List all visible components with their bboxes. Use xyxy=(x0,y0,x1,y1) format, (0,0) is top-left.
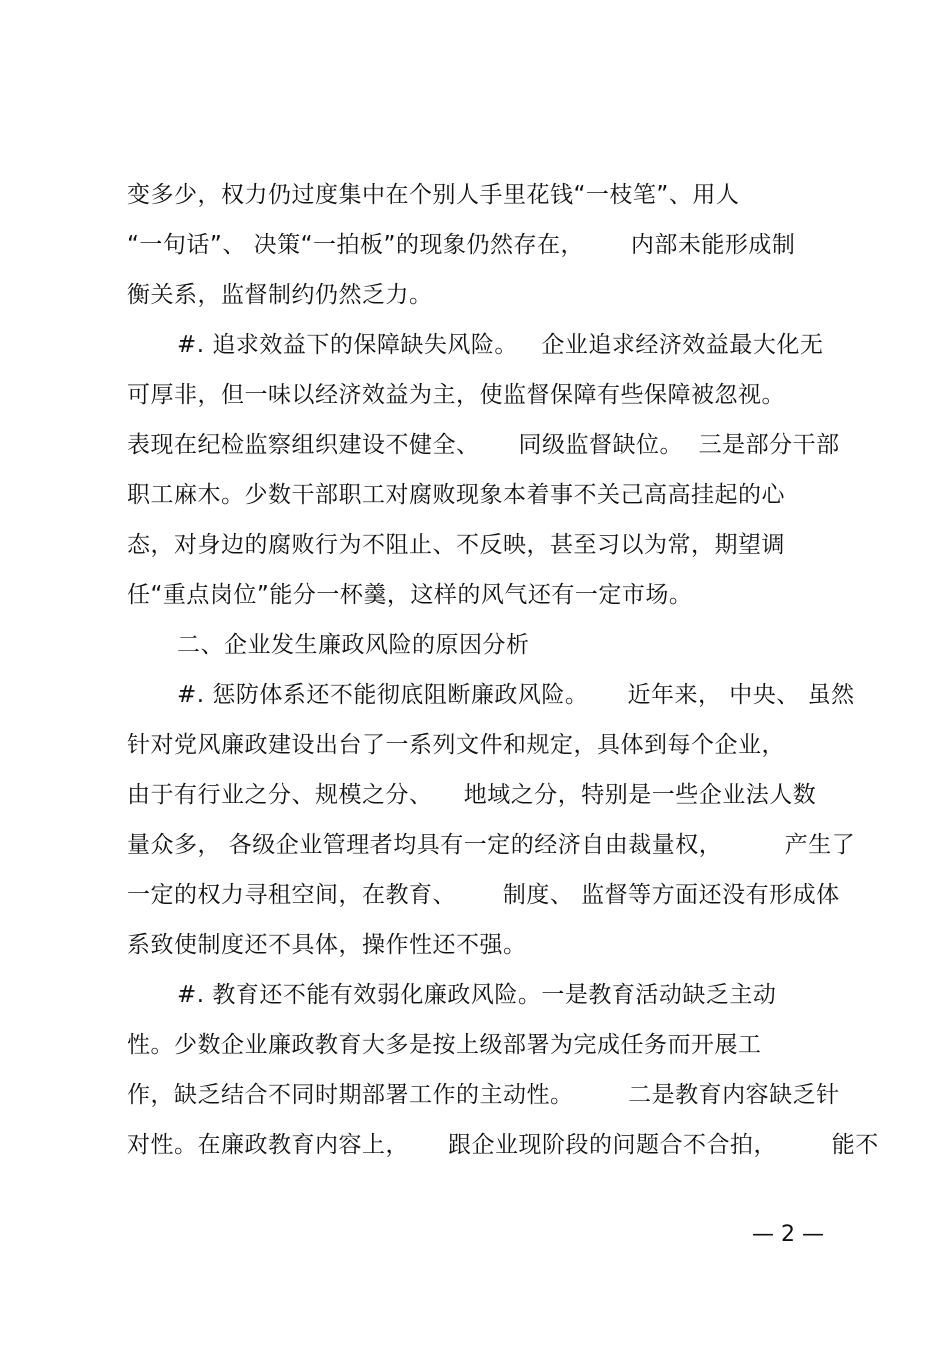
body-text-line: 可厚非，但一味以经济效益为主，使监督保障有些保障被忽视。 xyxy=(127,382,785,408)
body-text-line: 针对党风廉政建设出台了一系列文件和规定，具体到每个企业， xyxy=(127,732,785,758)
body-text-line: 变多少，权力仍过度集中在个别人手里花钱“一枝笔”、用人 xyxy=(127,182,740,208)
body-text-line: 任“重点岗位”能分一杯羹，这样的风气还有一定市场。 xyxy=(127,582,693,608)
body-text-line: 作，缺乏结合不同时期部署工作的主动性。 二是教育内容缺乏针 xyxy=(127,1082,840,1108)
body-text-line: #. 惩防体系还不能彻底阻断廉政风险。 近年来， 中央、 虽然 xyxy=(177,682,855,708)
body-text-line: 态，对身边的腐败行为不阻止、不反映，甚至习以为常，期望调 xyxy=(127,532,785,558)
body-text-line: 衡关系，监督制约仍然乏力。 xyxy=(127,282,433,308)
body-text-line: 对性。在廉政教育内容上， 跟企业现阶段的问题合不合拍， 能不 xyxy=(127,1132,879,1158)
body-text-line: 量众多， 各级企业管理者均具有一定的经济自由裁量权， 产生了 xyxy=(127,832,856,858)
body-text-line: 一定的权力寻租空间，在教育、 制度、 监督等方面还没有形成体 xyxy=(127,882,840,908)
section-heading: 二、企业发生廉政风险的原因分析 xyxy=(177,632,530,658)
page-number: — 2 — xyxy=(752,1222,824,1247)
body-text-line: #. 追求效益下的保障缺失风险。 企业追求经济效益最大化无 xyxy=(177,332,824,358)
body-text-line: 职工麻木。少数干部职工对腐败现象本着事不关己高高挂起的心 xyxy=(127,482,785,508)
body-text-line: 性。少数企业廉政教育大多是按上级部署为完成任务而开展工 xyxy=(127,1032,762,1058)
body-text-line: “一句话”、 决策“一拍板”的现象仍然存在， 内部未能形成制 xyxy=(127,232,796,258)
body-text-line: 表现在纪检监察组织建设不健全、 同级监督缺位。 三是部分干部 xyxy=(127,432,840,458)
body-text-line: 由于有行业之分、规模之分、 地域之分，特别是一些企业法人数 xyxy=(127,782,817,808)
body-text-line: #. 教育还不能有效弱化廉政风险。一是教育活动缺乏主动 xyxy=(177,982,777,1008)
body-text-line: 系致使制度还不具体，操作性还不强。 xyxy=(127,932,527,958)
